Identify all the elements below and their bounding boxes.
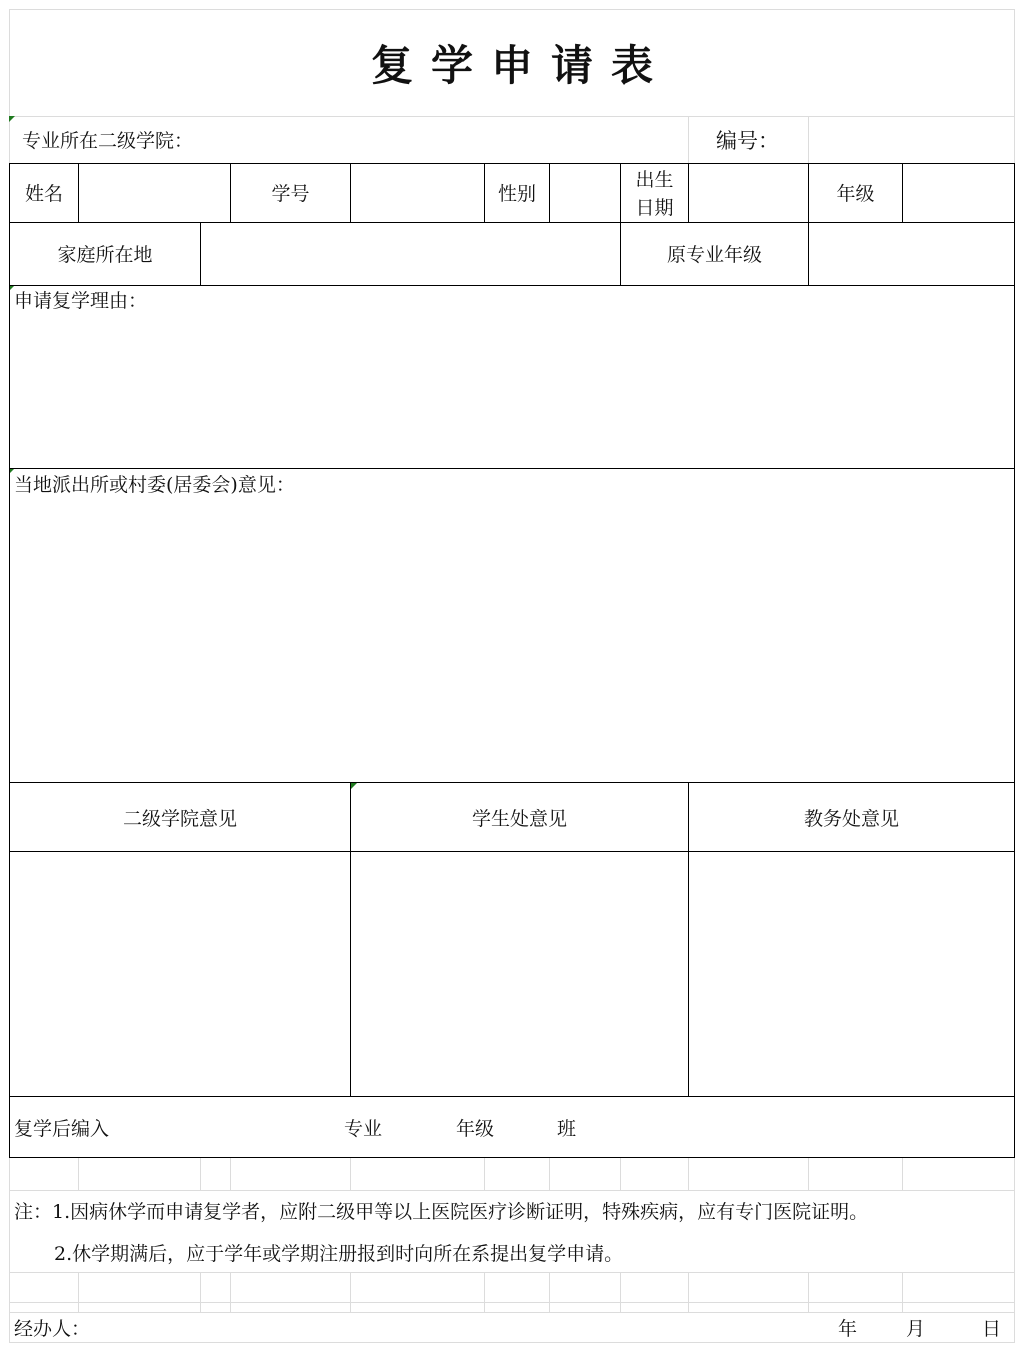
note-1: 注：1.因病休学而申请复学者，应附二级甲等以上医院医疗诊断证明，特殊疾病，应有专门医院证明。 [14,1201,869,1223]
form-title: 复学申请表 [370,41,671,90]
placement-label: 复学后编入 [14,1118,110,1140]
birth-label-line2: 日期 [635,197,674,219]
original-major-grade-label: 原专业年级 [666,244,762,266]
year-label: 年 [838,1318,858,1340]
student-affairs-opinion-field[interactable] [352,853,687,1095]
placement-class-label: 班 [557,1118,577,1140]
gender-label: 性别 [497,183,536,205]
grade-field[interactable] [904,165,1012,221]
name-field[interactable] [80,165,228,221]
birth-date-field[interactable] [690,165,806,221]
college-opinion-header: 二级学院意见 [122,808,237,830]
police-opinion-field[interactable] [11,500,1013,780]
academic-affairs-opinion-header: 教务处意见 [803,808,899,830]
day-label: 日 [982,1318,1002,1340]
cell-comment-marker [9,116,15,122]
college-opinion-field[interactable] [11,853,349,1095]
name-label: 姓名 [24,183,63,205]
college-label: 专业所在二级学院： [22,130,194,152]
home-field[interactable] [202,224,618,284]
birth-label-line1: 出生 [635,169,674,191]
police-opinion-label: 当地派出所或村委(居委会)意见： [14,474,295,496]
number-label: 编号： [716,129,779,153]
original-major-grade-field[interactable] [810,224,1012,284]
home-label: 家庭所在地 [57,244,153,266]
gender-field[interactable] [551,165,618,221]
student-id-field[interactable] [352,165,482,221]
academic-affairs-opinion-field[interactable] [690,853,1013,1095]
student-id-label: 学号 [271,183,310,205]
month-label: 月 [906,1318,926,1340]
reason-field[interactable] [11,316,1013,466]
placement-major-label: 专业 [344,1118,383,1140]
note-2: 2.休学期满后，应于学年或学期注册报到时向所在系提出复学申请。 [54,1243,624,1265]
college-field[interactable] [200,118,686,162]
reason-label: 申请复学理由： [14,290,148,312]
cell-comment-marker [351,783,357,789]
grade-label: 年级 [836,183,875,205]
student-affairs-opinion-header: 学生处意见 [471,808,567,830]
placement-grade-label: 年级 [456,1118,495,1140]
number-field[interactable] [810,118,1012,162]
handler-label: 经办人： [14,1318,91,1340]
